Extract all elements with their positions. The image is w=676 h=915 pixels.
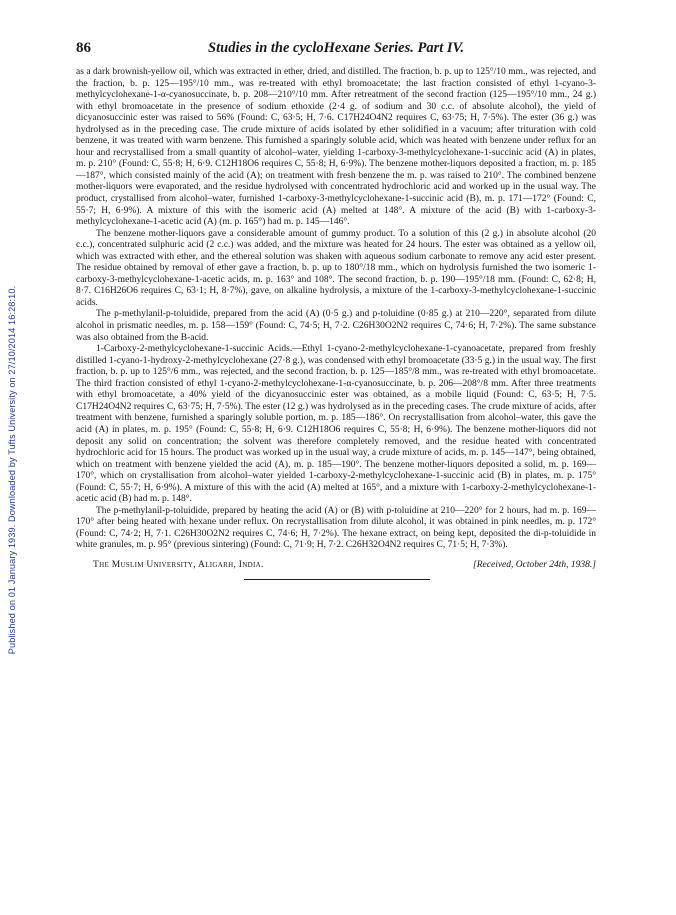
download-notice bbox=[4, 190, 20, 750]
paragraph-3: The p-methylanil-p-toluidide, prepared from the acid (A) (0·5 g.) and p-toluidine (0·85 g.) at 210—220°, separated from dilute alcohol in prismatic needles, m. p. 158—159° (Found: C, 74·5; H, 7·2. C26H30O2N2 requires C, 74·6; H, 7·2%). The same substance was also obtained from the B-acid. bbox=[76, 309, 596, 343]
paragraph-2: The benzene mother-liquors gave a considerable amount of gummy product. To a solution of this (2 g.) in absolute alcohol (20 c.c.), concentrated sulphuric acid (2 c.c.) was added, and the mixture was heated for 24 hours. The ester was obtained as a yellow oil, which was extracted with ether, and the ethereal solution was shaken with aqueous sodium carbonate to remove any acid ester present. The residue obtained by removal of ether gave a fraction, b. p. up to 180°/18 mm., which on hydrolysis furnished the two isomeric 1-carboxy-3-methylcyclohexane-1-acetic acids, m. p. 163° and 108°. The second fraction, b. p. 190—195°/18 mm. (Found: C, 62·8; H, 8·7. C16H26O6 requires C, 63·1; H, 8·7%), gave, on alkaline hydrolysis, a mixture of the 1-carboxy-3-methylcyclohexane-1-succinic acids. bbox=[76, 228, 596, 308]
end-rule bbox=[244, 579, 430, 580]
page-number: 86 bbox=[76, 40, 91, 56]
download-notice-text: Published on 01 January 1939. Downloaded by Tufts University on 27/10/2014 16:28:10. bbox=[7, 285, 17, 655]
page-footer bbox=[76, 560, 596, 573]
affiliation: The Muslim University, Aligarh, India. bbox=[93, 559, 264, 570]
received-date: [Received, October 24th, 1938.] bbox=[473, 559, 596, 570]
article-body bbox=[76, 67, 596, 552]
paragraph-1: as a dark brownish-yellow oil, which was extracted in ether, dried, and distilled. The fraction, b. p. up to 125°/10 mm., was rejected, and the fraction, b. p. 125—195°/10 mm., was re-treated with ethyl bromoacetate; the last fraction consisted of ethyl 1-cyano-3-methylcyclohexane-1-α-cyanosuccinate, b. p. 208—210°/10 mm. After retreatment of the second fraction (125—195°/10 mm., 24 g.) with ethyl bromoacetate in the presence of sodium ethoxide (2·4 g. of sodium and 30 c.c. of absolute alcohol), the yield of dicyanosuccinic ester was raised to 56% (Found: C, 63·5; H, 7·6. C17H24O4N2 requires C, 63·75; H, 7·5%). The ester (36 g.) was hydrolysed as in the preceding case. The crude mixture of acids isolated by ether solidified in a vacuum; after trituration with cold benzene, it was treated with warm benzene. This furnished a sparingly soluble acid, which was heated with benzene under reflux for an hour and recrystallised from a small quantity of alcohol–water, yielding 1-carboxy-3-methylcyclohexane-1-succinic acid (A) in plates, m. p. 210° (Found: C, 55·8; H, 6·9. C12H18O6 requires C, 55·8; H, 6·9%). The benzene mother-liquors deposited a fraction, m. p. 185—187°, which consisted mainly of the acid (A); on treatment with fresh benzene the m. p. was raised to 210°. The combined benzene mother-liquors were evaporated, and the residue hydrolysed with concentrated hydrochloric acid and worked up in the usual way. The product, crystallised from alcohol–water, furnished 1-carboxy-3-methylcyclohexane-1-succinic acid (B), m. p. 171—172° (Found: C, 55·7; H, 6·9%). A mixture of this with the isomeric acid (A) melted at 148°. A mixture of the acid (B) with 1-carboxy-3-methylcyclohexane-1-acetic acid (A) (m. p. 165°) had m. p. 145—146°. bbox=[76, 67, 596, 228]
journal-page bbox=[76, 40, 596, 573]
paragraph-4: 1-Carboxy-2-methylcyclohexane-1-succinic Acids.—Ethyl 1-cyano-2-methylcyclohexane-1-cyanoacetate, prepared from freshly distilled 1-cyano-1-hydroxy-2-methylcyclohexane (27·8 g.), was condensed with ethyl bromoacetate (33·5 g.) in the usual way. The first fraction, b. p. up to 125°/6 mm., was rejected, and the second fraction, b. p. 125—185°/8 mm., was re-treated with ethyl bromoacetate. The third fraction consisted of ethyl 1-cyano-2-methylcyclohexane-1-α-cyanosuccinate, b. p. 206—208°/8 mm. After three treatments with ethyl bromoacetate, a 40% yield of the dicyanosuccinic ester was obtained, as a mobile liquid (Found: C, 63·5; H, 7·5. C17H24O4N2 requires C, 63·75; H, 7·5%). The ester (12 g.) was hydrolysed as in the preceding cases. The crude mixture of acids, after treatment with benzene, furnished a sparingly soluble portion, m. p. 185—186°. On recrystallisation from alcohol–water, this gave the acid (A) in plates, m. p. 195° (Found: C, 55·8; H, 6·9. C12H18O6 requires C, 55·8; H, 6·9%). The benzene mother-liquors did not deposit any solid on concentration; the solvent was therefore completely removed, and the residue heated with concentrated hydrochloric acid for 15 hours. The product was worked up in the usual way, a crude mixture of acids, m. p. 145—147°, being obtained, which on treatment with benzene yielded the acid (A), m. p. 185—190°. The benzene mother-liquors deposited a solid, m. p. 169—170°, which on crystallisation from alcohol–water yielded 1-carboxy-2-methylcyclohexane-1-succinic acid (B) in plates, m. p. 175° (Found: C, 55·7; H, 6·9%). A mixture of this with the acid (A) melted at 165°, and a mixture with 1-carboxy-2-methylcyclohexane-1-acetic acid (B) had m. p. 148°. bbox=[76, 344, 596, 505]
running-title: Studies in the cycloHexane Series. Part IV. bbox=[208, 40, 464, 56]
paragraph-5: The p-methylanil-p-toluidide, prepared by heating the acid (A) or (B) with p-toluidine at 210—220° for 2 hours, had m. p. 169—170° after being heated with hexane under reflux. On recrystallisation from dilute alcohol, it was obtained in pink needles, m. p. 172° (Found: C, 74·2; H, 7·1. C26H30O2N2 requires C, 74·6; H, 7·2%). The hexane extract, on being kept, deposited the di-p-toluidide in white granules, m. p. 95° (previous sintering) (Found: C, 71·9; H, 7·2. C26H32O4N2 requires C, 71·5; H, 7·3%). bbox=[76, 505, 596, 551]
page-header bbox=[76, 40, 596, 62]
